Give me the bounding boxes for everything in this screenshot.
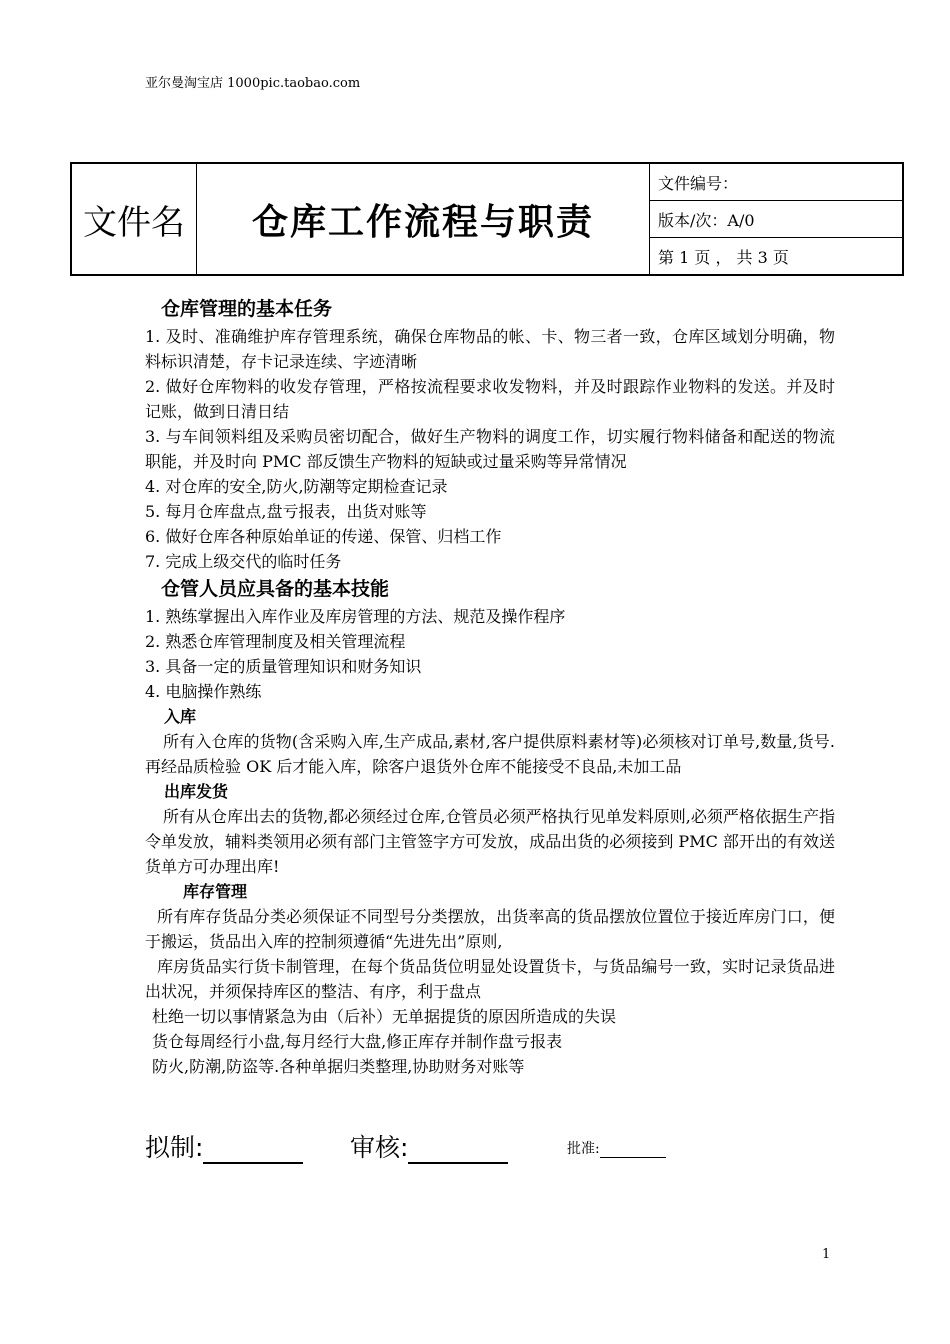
page-header: 亚尔曼淘宝店 1000pic.taobao.com [145, 76, 361, 91]
task-item: 6. 做好仓库各种原始单证的传递、保管、归档工作 [145, 527, 502, 546]
approved-signature [567, 1138, 666, 1158]
inventory-line: 货仓每周经行小盘,每月经行大盘,修正库存并制作盘亏报表 [152, 1032, 563, 1051]
drafted-signature [145, 1128, 303, 1164]
task-item: 3. 与车间领料组及采购员密切配合，做好生产物料的调度工作，切实履行物料储备和配送的物流职能，并及时向 PMC 部反馈生产物料的短缺或过量采购等异常情况 [145, 427, 835, 471]
task-item: 4. 对仓库的安全,防火,防潮等定期检查记录 [145, 477, 448, 496]
reviewed-signature [350, 1128, 508, 1164]
document-info-table [70, 162, 904, 276]
reviewed-label: 审核: [350, 1133, 409, 1162]
approved-line [600, 1141, 666, 1158]
approved-label: 批准: [567, 1141, 600, 1157]
inventory-line: 防火,防潮,防盗等.各种单据归类整理,协助财务对账等 [152, 1057, 525, 1076]
task-item: 2. 做好仓库物料的收发存管理，严格按流程要求收发物料，并及时跟踪作业物料的发送。并及时记账，做到日清日结 [145, 377, 835, 421]
reviewed-line [408, 1134, 508, 1164]
task-item: 1. 及时、准确维护库存管理系统，确保仓库物品的帐、卡、物三者一致，仓库区域划分明确，物料标识清楚，存卡记录连续、字迹清晰 [145, 327, 835, 371]
document-version: 版本/次：A/0 [650, 201, 904, 238]
inventory-para: 所有库存货品分类必须保证不同型号分类摆放，出货率高的货品摆放位置位于接近库房门口，便于搬运，货品出入库的控制须遵循“先进先出”原则, [145, 907, 835, 951]
document-title: 仓库工作流程与职责 [197, 163, 650, 275]
inventory-line: 杜绝一切以事情紧急为由（后补）无单据提货的原因所造成的失误 [152, 1007, 617, 1026]
document-body [145, 294, 835, 1079]
skill-item: 2. 熟悉仓库管理制度及相关管理流程 [145, 632, 406, 651]
drafted-line [203, 1134, 303, 1164]
file-name-label: 文件名 [71, 163, 197, 275]
task-item: 7. 完成上级交代的临时任务 [145, 552, 342, 571]
outbound-text: 所有从仓库出去的货物,都必须经过仓库,仓管员必须严格执行见单发料原则,必须严格依据生产指令单发放，辅料类领用必须有部门主管签字方可发放，成品出货的必须接到 PMC 部开出的有效送货单方可办理出库! [145, 807, 835, 876]
section-heading-tasks: 仓库管理的基本任务 [161, 298, 333, 320]
task-item: 5. 每月仓库盘点,盘亏报表，出货对账等 [145, 502, 427, 521]
drafted-label: 拟制: [145, 1133, 204, 1162]
section-heading-skills: 仓管人员应具备的基本技能 [161, 578, 390, 600]
section-heading-inventory: 库存管理 [183, 882, 248, 901]
inventory-para: 库房货品实行货卡制管理，在每个货品货位明显处设置货卡，与货品编号一致，实时记录货品进出状况，并须保持库区的整洁、有序，利于盘点 [145, 957, 835, 1001]
skill-item: 1. 熟练掌握出入库作业及库房管理的方法、规范及操作程序 [145, 607, 566, 626]
page-number: 1 [822, 1247, 831, 1262]
page-info: 第 1 页 ， 共 3 页 [650, 238, 904, 276]
document-number: 文件编号： [650, 163, 904, 201]
skill-item: 3. 具备一定的质量管理知识和财务知识 [145, 657, 422, 676]
section-heading-inbound: 入库 [164, 707, 197, 726]
section-heading-outbound: 出库发货 [164, 782, 229, 801]
inbound-text: 所有入仓库的货物(含采购入库,生产成品,素材,客户提供原料素材等)必须核对订单号,数量,货号.再经品质检验 OK 后才能入库，除客户退货外仓库不能接受不良品,未加工品 [145, 732, 835, 776]
skill-item: 4. 电脑操作熟练 [145, 682, 262, 701]
